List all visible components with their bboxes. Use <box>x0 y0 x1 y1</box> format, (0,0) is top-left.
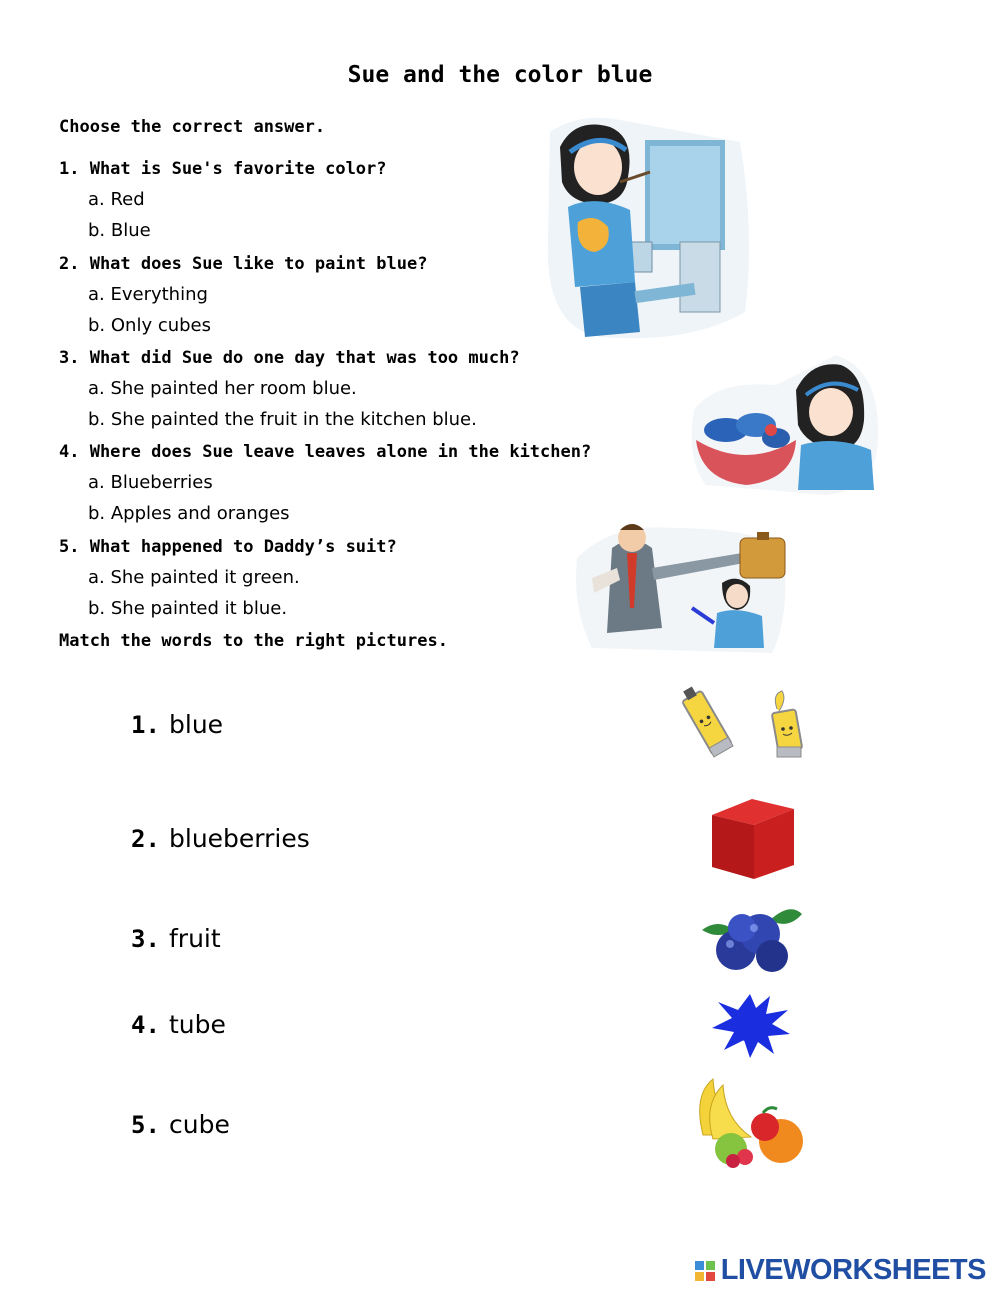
match-num-4: 4. <box>131 1011 160 1039</box>
paint-tubes-picture[interactable] <box>675 683 825 767</box>
match-num-2: 2. <box>131 825 160 853</box>
match-word-tube[interactable]: tube <box>169 1010 226 1039</box>
daddy-suit-illustration <box>572 508 790 658</box>
liveworksheets-logo <box>695 1254 986 1287</box>
liveworksheets-logo-icon <box>695 1261 715 1281</box>
option-5b[interactable]: b. She painted it blue. <box>88 598 288 619</box>
option-5a[interactable]: a. She painted it green. <box>88 567 300 588</box>
sue-painting-illustration <box>540 112 755 344</box>
option-1b[interactable]: b. Blue <box>88 220 151 241</box>
question-4: 4. Where does Sue leave leaves alone in the kitchen? <box>59 442 592 462</box>
question-2: 2. What does Sue like to paint blue? <box>59 254 428 274</box>
option-3a[interactable]: a. She painted her room blue. <box>88 378 357 399</box>
blue-splash-picture[interactable] <box>710 988 792 1060</box>
option-1a[interactable]: a. Red <box>88 189 145 210</box>
brand-name: LIVEWORKSHEETS <box>720 1254 986 1286</box>
question-1: 1. What is Sue's favorite color? <box>59 159 387 179</box>
option-2a[interactable]: a. Everything <box>88 284 208 305</box>
question-3: 3. What did Sue do one day that was too much? <box>59 348 520 368</box>
match-num-3: 3. <box>131 925 160 953</box>
match-num-5: 5. <box>131 1111 160 1139</box>
match-num-1: 1. <box>131 711 160 739</box>
option-2b[interactable]: b. Only cubes <box>88 315 212 336</box>
choose-instruction: Choose the correct answer. <box>59 117 326 137</box>
red-cube-picture[interactable] <box>706 797 798 881</box>
blueberries-picture[interactable] <box>698 900 806 976</box>
match-word-blue[interactable]: blue <box>169 710 224 739</box>
match-word-fruit[interactable]: fruit <box>169 924 221 953</box>
match-word-cube[interactable]: cube <box>169 1110 230 1139</box>
option-3b[interactable]: b. She painted the fruit in the kitchen blue. <box>88 409 477 430</box>
sue-painting-fruit-illustration <box>686 350 882 498</box>
match-instruction: Match the words to the right pictures. <box>59 631 448 651</box>
question-5: 5. What happened to Daddy’s suit? <box>59 537 397 557</box>
option-4a[interactable]: a. Blueberries <box>88 472 213 493</box>
option-4b[interactable]: b. Apples and oranges <box>88 503 290 524</box>
page-title: Sue and the color blue <box>347 62 653 88</box>
fruit-pile-picture[interactable] <box>693 1075 807 1171</box>
match-word-blueberries[interactable]: blueberries <box>169 824 310 853</box>
